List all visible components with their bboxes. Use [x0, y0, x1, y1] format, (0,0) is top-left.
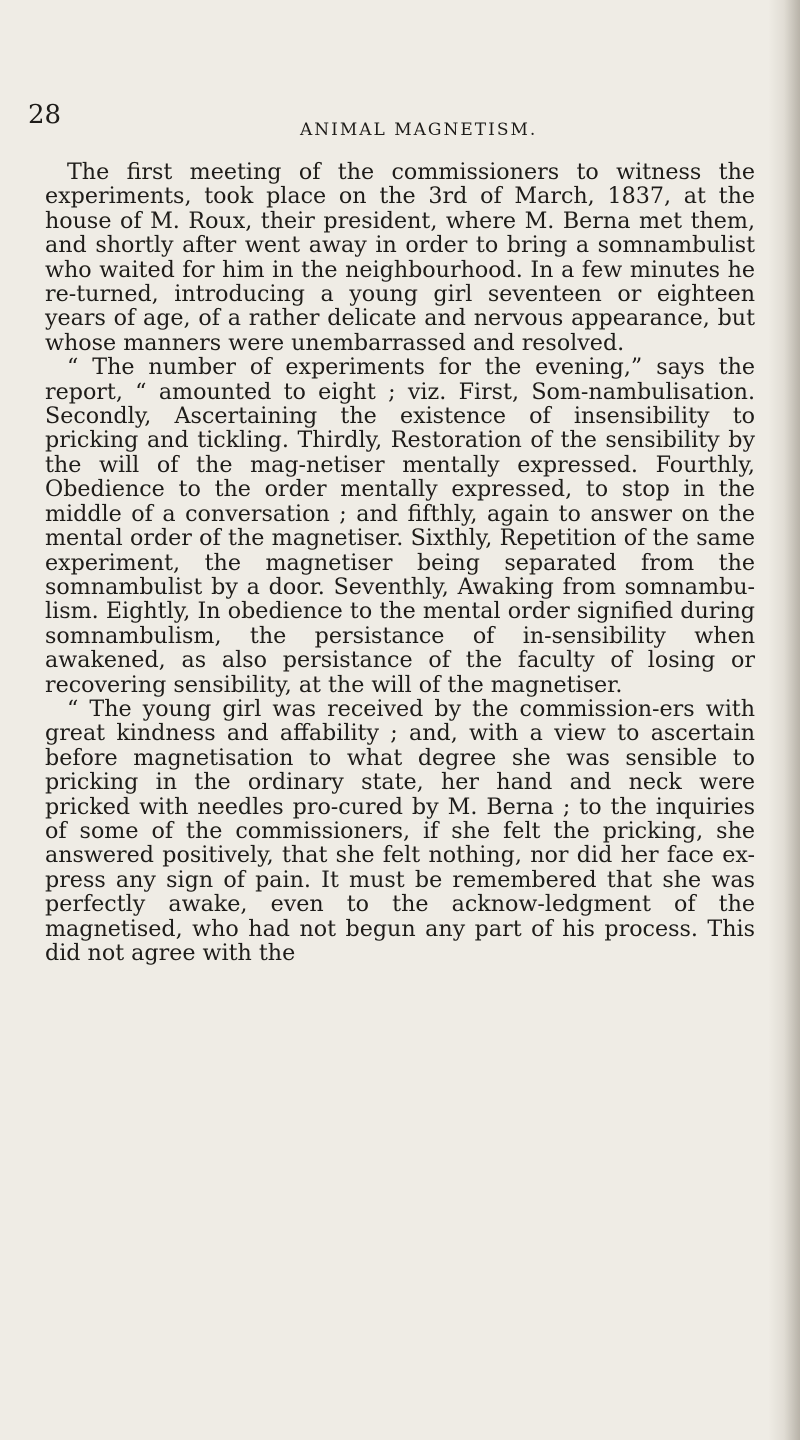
body-text: [45, 160, 755, 965]
page-number: 28: [28, 100, 62, 130]
running-head: ANIMAL MAGNETISM.: [300, 120, 538, 140]
paragraph-2: “ The number of experiments for the evening,” says the report, “ amounted to eight ; viz. First, Som-nambulisation. Secondly, Ascertaining the existence of insensibility to pricking and tickling. Thirdly, Restoration of the sensibility by the will of the mag-netiser mentally expressed. Fourthly, Obedience to the order mentally expressed, to stop in the middle of a conversation ; and fifthly, again to answer on the mental order of the magnetiser. Sixthly, Repetition of the same experiment, the magnetiser being separated from the somnambulist by a door. Seventhly, Awaking from somnambu-lism. Eightly, In obedience to the mental order signified during somnambulism, the persistance of in-sensibility when awakened, as also persistance of the faculty of losing or recovering sensibility, at the will of the magnetiser.: [45, 354, 755, 698]
paragraph-1: The first meeting of the commissioners to witness the experiments, took place on the 3rd of March, 1837, at the house of M. Roux, their president, where M. Berna met them, and shortly after went away in order to bring a somnambulist who waited for him in the neighbourhood. In a few minutes he re-turned, introducing a young girl seventeen or eighteen years of age, of a rather delicate and nervous appearance, but whose manners were unembarrassed and resolved.: [45, 159, 755, 356]
paragraph-3: “ The young girl was received by the commission-ers with great kindness and affability ; and, with a view to ascertain before magnetisation to what degree she was sensible to pricking in the ordinary state, her hand and neck were pricked with needles pro-cured by M. Berna ; to the inquiries of some of the commissioners, if she felt the pricking, she answered positively, that she felt nothing, nor did her face ex-press any sign of pain. It must be remembered that she was perfectly awake, even to the acknow-ledgment of the magnetised, who had not begun any part of his process. This did not agree with the: [45, 695, 755, 966]
